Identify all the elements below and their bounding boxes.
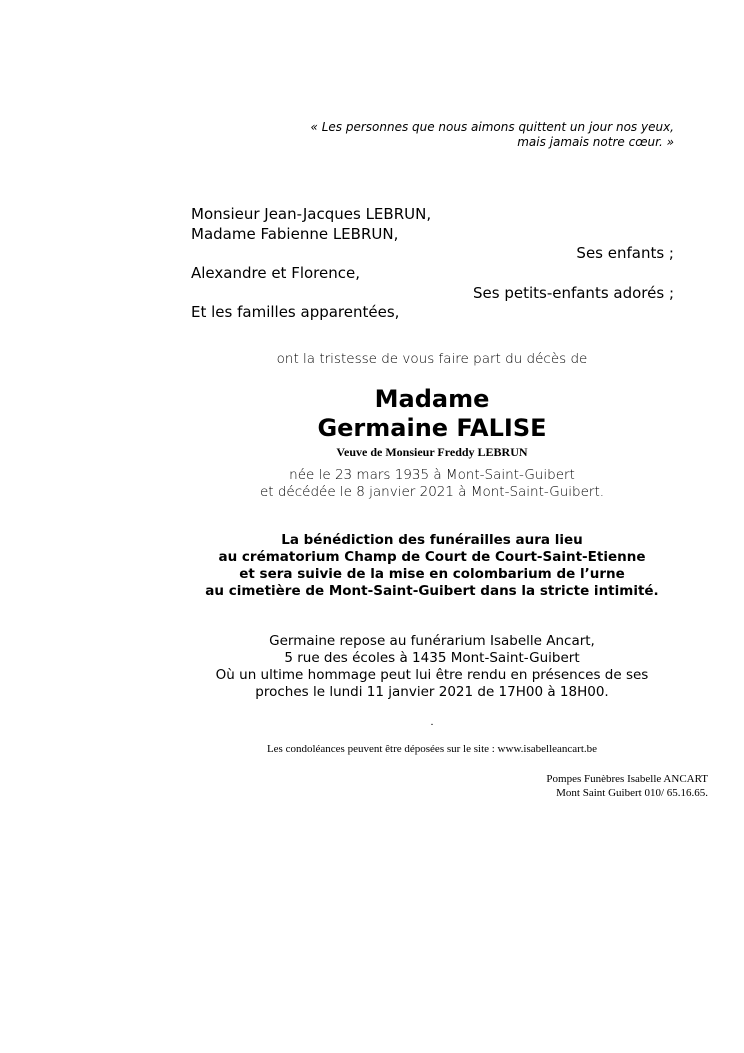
grandchildren-label: Ses petits-enfants adorés ; <box>472 284 674 302</box>
quote-line-2: mais jamais notre cœur. » <box>517 135 674 149</box>
funeral-home-name: Pompes Funèbres Isabelle ANCART <box>546 773 708 785</box>
ceremony-line-3: et sera suivie de la mise en colombarium de l’urne <box>239 566 625 582</box>
death-date: et décédée le 8 janvier 2021 à Mont-Saint-Guibert. <box>259 484 605 500</box>
ceremony-line-4: au cimetière de Mont-Saint-Guibert dans la stricte intimité. <box>205 583 659 599</box>
relatives: Et les familles apparentées, <box>191 303 400 321</box>
funeral-home-phone: Mont Saint Guibert 010/ 65.16.65. <box>556 787 708 799</box>
deceased-name: Germaine FALISE <box>317 414 547 442</box>
child-2: Madame Fabienne LEBRUN, <box>191 225 399 243</box>
ceremony-line-1: La bénédiction des funérailles aura lieu <box>281 532 583 548</box>
condolences-note: Les condoléances peuvent être déposées sur le site : www.isabelleancart.be <box>266 743 598 755</box>
repose-line-1: Germaine repose au funérarium Isabelle Ancart, <box>269 633 595 649</box>
separator-dot: . <box>430 716 434 728</box>
repose-line-3: Où un ultime hommage peut lui être rendu en présences de ses <box>215 667 649 683</box>
widow-of: Veuve de Monsieur Freddy LEBRUN <box>336 445 528 459</box>
repose-line-2: 5 rue des écoles à 1435 Mont-Saint-Guibert <box>284 650 580 666</box>
grandchildren: Alexandre et Florence, <box>191 264 360 282</box>
announcement: ont la tristesse de vous faire part du décès de <box>276 351 588 367</box>
deceased-title: Madame <box>374 385 490 413</box>
children-label: Ses enfants ; <box>576 244 674 262</box>
quote-line-1: « Les personnes que nous aimons quittent un jour nos yeux, <box>310 120 674 134</box>
child-1: Monsieur Jean-Jacques LEBRUN, <box>191 205 432 223</box>
repose-line-4: proches le lundi 11 janvier 2021 de 17H00 à 18H00. <box>255 684 609 700</box>
birth-date: née le 23 mars 1935 à Mont-Saint-Guibert <box>289 467 575 483</box>
ceremony-line-2: au crématorium Champ de Court de Court-Saint-Etienne <box>218 549 646 565</box>
